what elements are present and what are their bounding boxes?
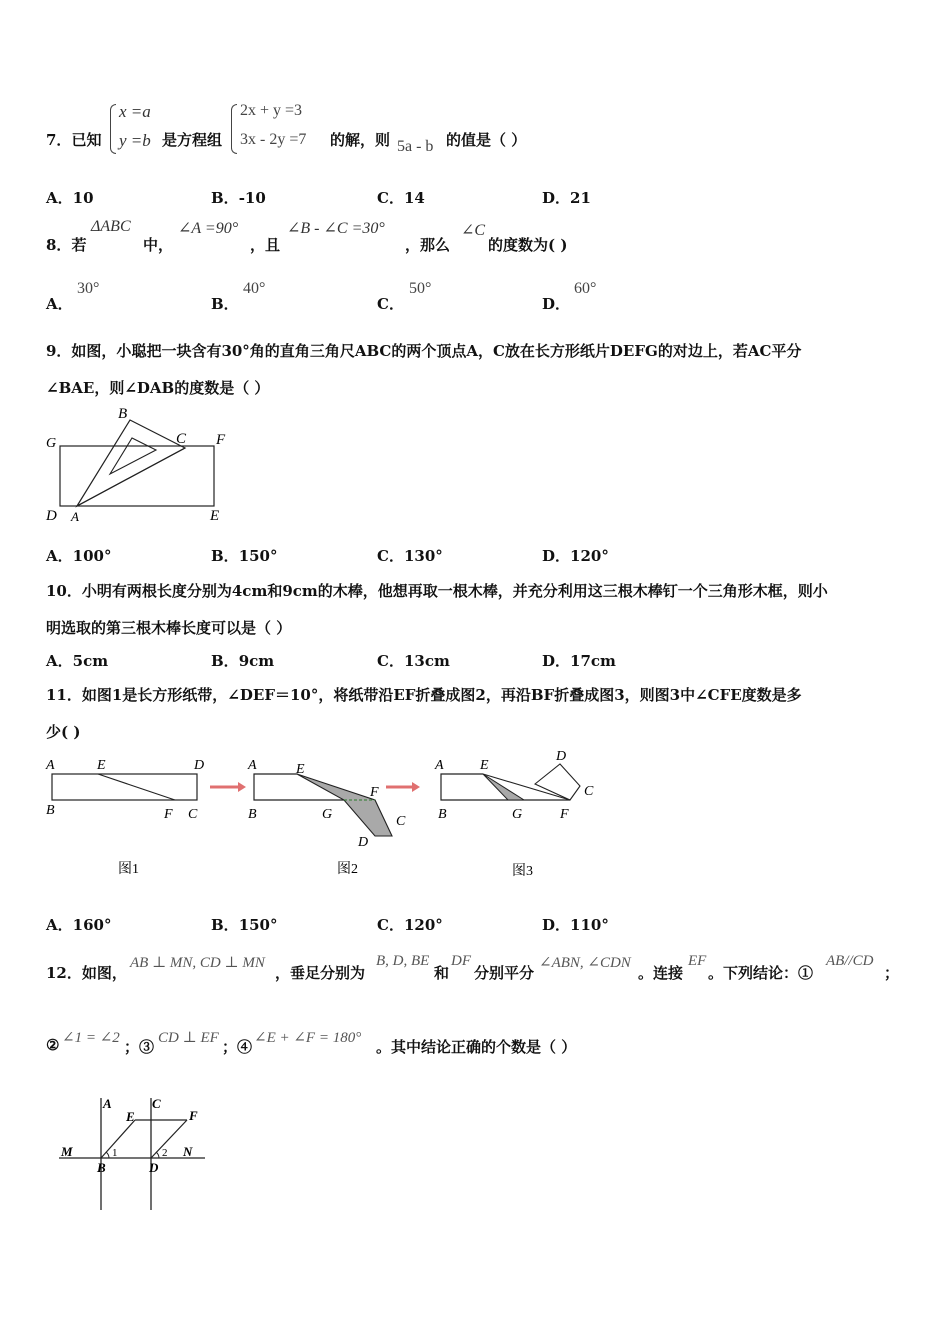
q9-option-d[interactable]: D．120° [542, 547, 609, 565]
q10-line1: 10．小明有两根长度分别为4cm和9cm的木棒，他想再取一根木棒，并充分利用这三根木棒钉一个三角形木框，则小 [46, 582, 828, 600]
q9-label-b: B [118, 406, 128, 422]
q11-fig2-label-e: E [296, 762, 305, 777]
q11-fig1-strip [52, 774, 197, 800]
q9-option-a[interactable]: A．100° [46, 547, 112, 565]
q7-brace-2 [231, 104, 237, 154]
q12-l2-d: 。其中结论正确的个数是（ ） [376, 1038, 577, 1056]
q8-mid3: ，那么 [405, 236, 451, 254]
q7-suffix2: 的值是（ ） [446, 131, 527, 149]
q11-fig2-folded [297, 774, 392, 836]
q11-fig1-fold-ef [98, 774, 175, 800]
q11-fig1-label-c: C [188, 807, 198, 822]
q12-angle-2-arc [156, 1152, 159, 1158]
q12-t5: 。下列结论：① [708, 964, 814, 982]
q7-sys2-line2: 3x - 2y =7 [240, 131, 307, 148]
q11-fig3-flap [535, 764, 580, 800]
q7-sys1-line2: y =b [119, 131, 151, 150]
q8-option-c-label[interactable]: C． [377, 295, 404, 313]
q12-conclusion-3: CD ⊥ EF [158, 1030, 219, 1046]
q11-fig2-label-d: D [358, 835, 369, 850]
q7-brace-1 [110, 104, 116, 154]
q11-fig1-label-e: E [97, 758, 106, 773]
q8-option-b-label[interactable]: B． [211, 295, 239, 313]
q9-option-c[interactable]: C．130° [377, 547, 443, 565]
q12-label-n: N [183, 1144, 193, 1159]
q8-option-a-value[interactable]: 30° [77, 280, 100, 297]
q8-option-d-label[interactable]: D． [542, 295, 571, 313]
q11-fig2-label-f: F [370, 785, 379, 800]
q11-option-c[interactable]: C．120° [377, 916, 443, 934]
q11-fig2-label-g: G [322, 807, 333, 822]
q11-arrow-2-head [412, 782, 420, 792]
q11-fig2-label-c: C [396, 814, 406, 829]
q7-expr: 5a - b [397, 138, 434, 155]
q12-conclusion-1: AB//CD [826, 953, 874, 969]
q8-mid1: 中， [143, 236, 174, 254]
q12-l2-c: ；④ [222, 1038, 253, 1056]
q7-option-a[interactable]: A．10 [46, 189, 94, 207]
q11-caption-1: 图1 [118, 862, 139, 877]
q12-cond3: DF [451, 953, 471, 969]
q12-figure [55, 1090, 215, 1215]
q9-line2: ∠BAE，则∠DAB的度数是（ ） [46, 379, 270, 397]
q11-option-b[interactable]: B．150° [211, 916, 278, 934]
q7-sys1-line1: x =a [119, 102, 151, 121]
q12-label-d: D [149, 1160, 159, 1175]
q12-label-a: A [103, 1096, 112, 1111]
q8-cond2: ∠B - ∠C =30° [287, 220, 385, 237]
q7-prefix: 已知 [71, 131, 102, 149]
q9-label-d: D [46, 508, 57, 524]
q8-triangle: ΔABC [91, 218, 131, 235]
q12-t4: 。连接 [638, 964, 684, 982]
q12-conclusion-2: ∠1 = ∠2 [62, 1030, 120, 1046]
q11-option-a[interactable]: A．160° [46, 916, 112, 934]
q11-fig3-label-f: F [560, 807, 569, 822]
q12-t1: ，垂足分别为 [275, 964, 366, 982]
q11-fig1-label-f: F [164, 807, 173, 822]
q9-figure [40, 400, 240, 530]
q11-fig1-label-a: A [46, 758, 55, 773]
q11-fig3-label-c: C [584, 784, 594, 799]
q11-fig3-label-d: D [556, 749, 567, 764]
q12-l2-a: ② [46, 1036, 60, 1054]
q9-line1: 9．如图，小聪把一块含有30°角的直角三角尺ABC的两个顶点A，C放在长方形纸片DEFG的对边上，若AC平分 [46, 342, 802, 360]
q7-option-c[interactable]: C．14 [377, 189, 425, 207]
q11-caption-3: 图3 [512, 864, 533, 879]
q12-label-c: C [152, 1096, 161, 1111]
q9-label-a: A [71, 509, 79, 524]
q12-conclusion-4: ∠E + ∠F = 180° [254, 1030, 362, 1046]
q9-line-ac [77, 448, 185, 506]
q8-option-c-value[interactable]: 50° [409, 280, 432, 297]
q11-line2: 少( ) [46, 723, 81, 741]
q12-cond5: EF [688, 953, 707, 969]
q11-fig1-label-d: D [194, 758, 205, 773]
q9-label-e: E [210, 508, 220, 524]
q12-label-b: B [97, 1160, 106, 1175]
q7-text [46, 129, 101, 150]
q9-label-f: F [216, 432, 226, 448]
q11-fig3-label-b: B [438, 807, 447, 822]
q8-suffix: 的度数为( ) [488, 236, 568, 254]
q12-cond4: ∠ABN, ∠CDN [539, 955, 631, 971]
q7-sys2-line1: 2x + y =3 [240, 102, 303, 119]
q9-label-c: C [176, 431, 187, 447]
q7-mid: 是方程组 [162, 131, 223, 149]
q9-option-b[interactable]: B．150° [211, 547, 278, 565]
q10-option-a[interactable]: A．5cm [46, 652, 109, 670]
q12-label-angle-2: 2 [162, 1147, 168, 1159]
q7-option-b[interactable]: B．-10 [211, 189, 266, 207]
q11-fig1-label-b: B [46, 803, 55, 818]
q11-fig2-label-a: A [248, 758, 257, 773]
q12-t2: 和 [434, 964, 450, 982]
q11-option-d[interactable]: D．110° [542, 916, 609, 934]
q9-triangle-inner [110, 438, 156, 474]
q10-option-d[interactable]: D．17cm [542, 652, 616, 670]
q9-label-g: G [46, 436, 57, 451]
q11-fig3-label-e: E [480, 758, 489, 773]
q12-label-e: E [126, 1109, 135, 1124]
q8-option-a-label[interactable]: A． [46, 295, 73, 313]
q12-cond1: AB ⊥ MN, CD ⊥ MN [130, 955, 265, 971]
q12-label-f: F [189, 1108, 198, 1123]
q11-figures [40, 748, 610, 888]
q8-target: ∠C [461, 222, 486, 239]
q10-option-c[interactable]: C．13cm [377, 652, 450, 670]
q11-fig3-folded [483, 774, 524, 800]
q11-line1: 11．如图1是长方形纸带，∠DEF＝10°，将纸带沿EF折叠成图2，再沿BF折叠成图3，则图3中∠CFE度数是多 [46, 686, 802, 704]
q11-fig2-label-b: B [248, 807, 257, 822]
q8-mid2: ，且 [250, 236, 281, 254]
q10-line2: 明选取的第三根木棒长度可以是（ ） [46, 619, 292, 637]
q12-label-m: M [61, 1144, 73, 1159]
q11-fig3-label-a: A [435, 758, 444, 773]
q11-caption-2: 图2 [337, 862, 358, 877]
q12-angle-1-arc [106, 1152, 109, 1158]
q12-cond2: B, D, BE [376, 953, 430, 969]
q8-number-prefix: 8．若 [46, 236, 87, 254]
q11-arrow-1-head [238, 782, 246, 792]
q7-option-d[interactable]: D．21 [542, 189, 591, 207]
q11-fig3-label-g: G [512, 807, 523, 822]
q7-suffix1: 的解，则 [330, 131, 391, 149]
q8-option-d-value[interactable]: 60° [574, 280, 597, 297]
q7-number: 7． [46, 131, 72, 149]
q12-t6: ； [884, 964, 900, 982]
q12-l2-b: ；③ [124, 1038, 155, 1056]
q8-cond1: ∠A =90° [178, 220, 239, 237]
q12-t3: 分别平分 [474, 964, 535, 982]
q8-option-b-value[interactable]: 40° [243, 280, 266, 297]
q12-label-angle-1: 1 [112, 1147, 118, 1159]
q12-number: 12．如图， [46, 964, 127, 982]
q10-option-b[interactable]: B．9cm [211, 652, 275, 670]
